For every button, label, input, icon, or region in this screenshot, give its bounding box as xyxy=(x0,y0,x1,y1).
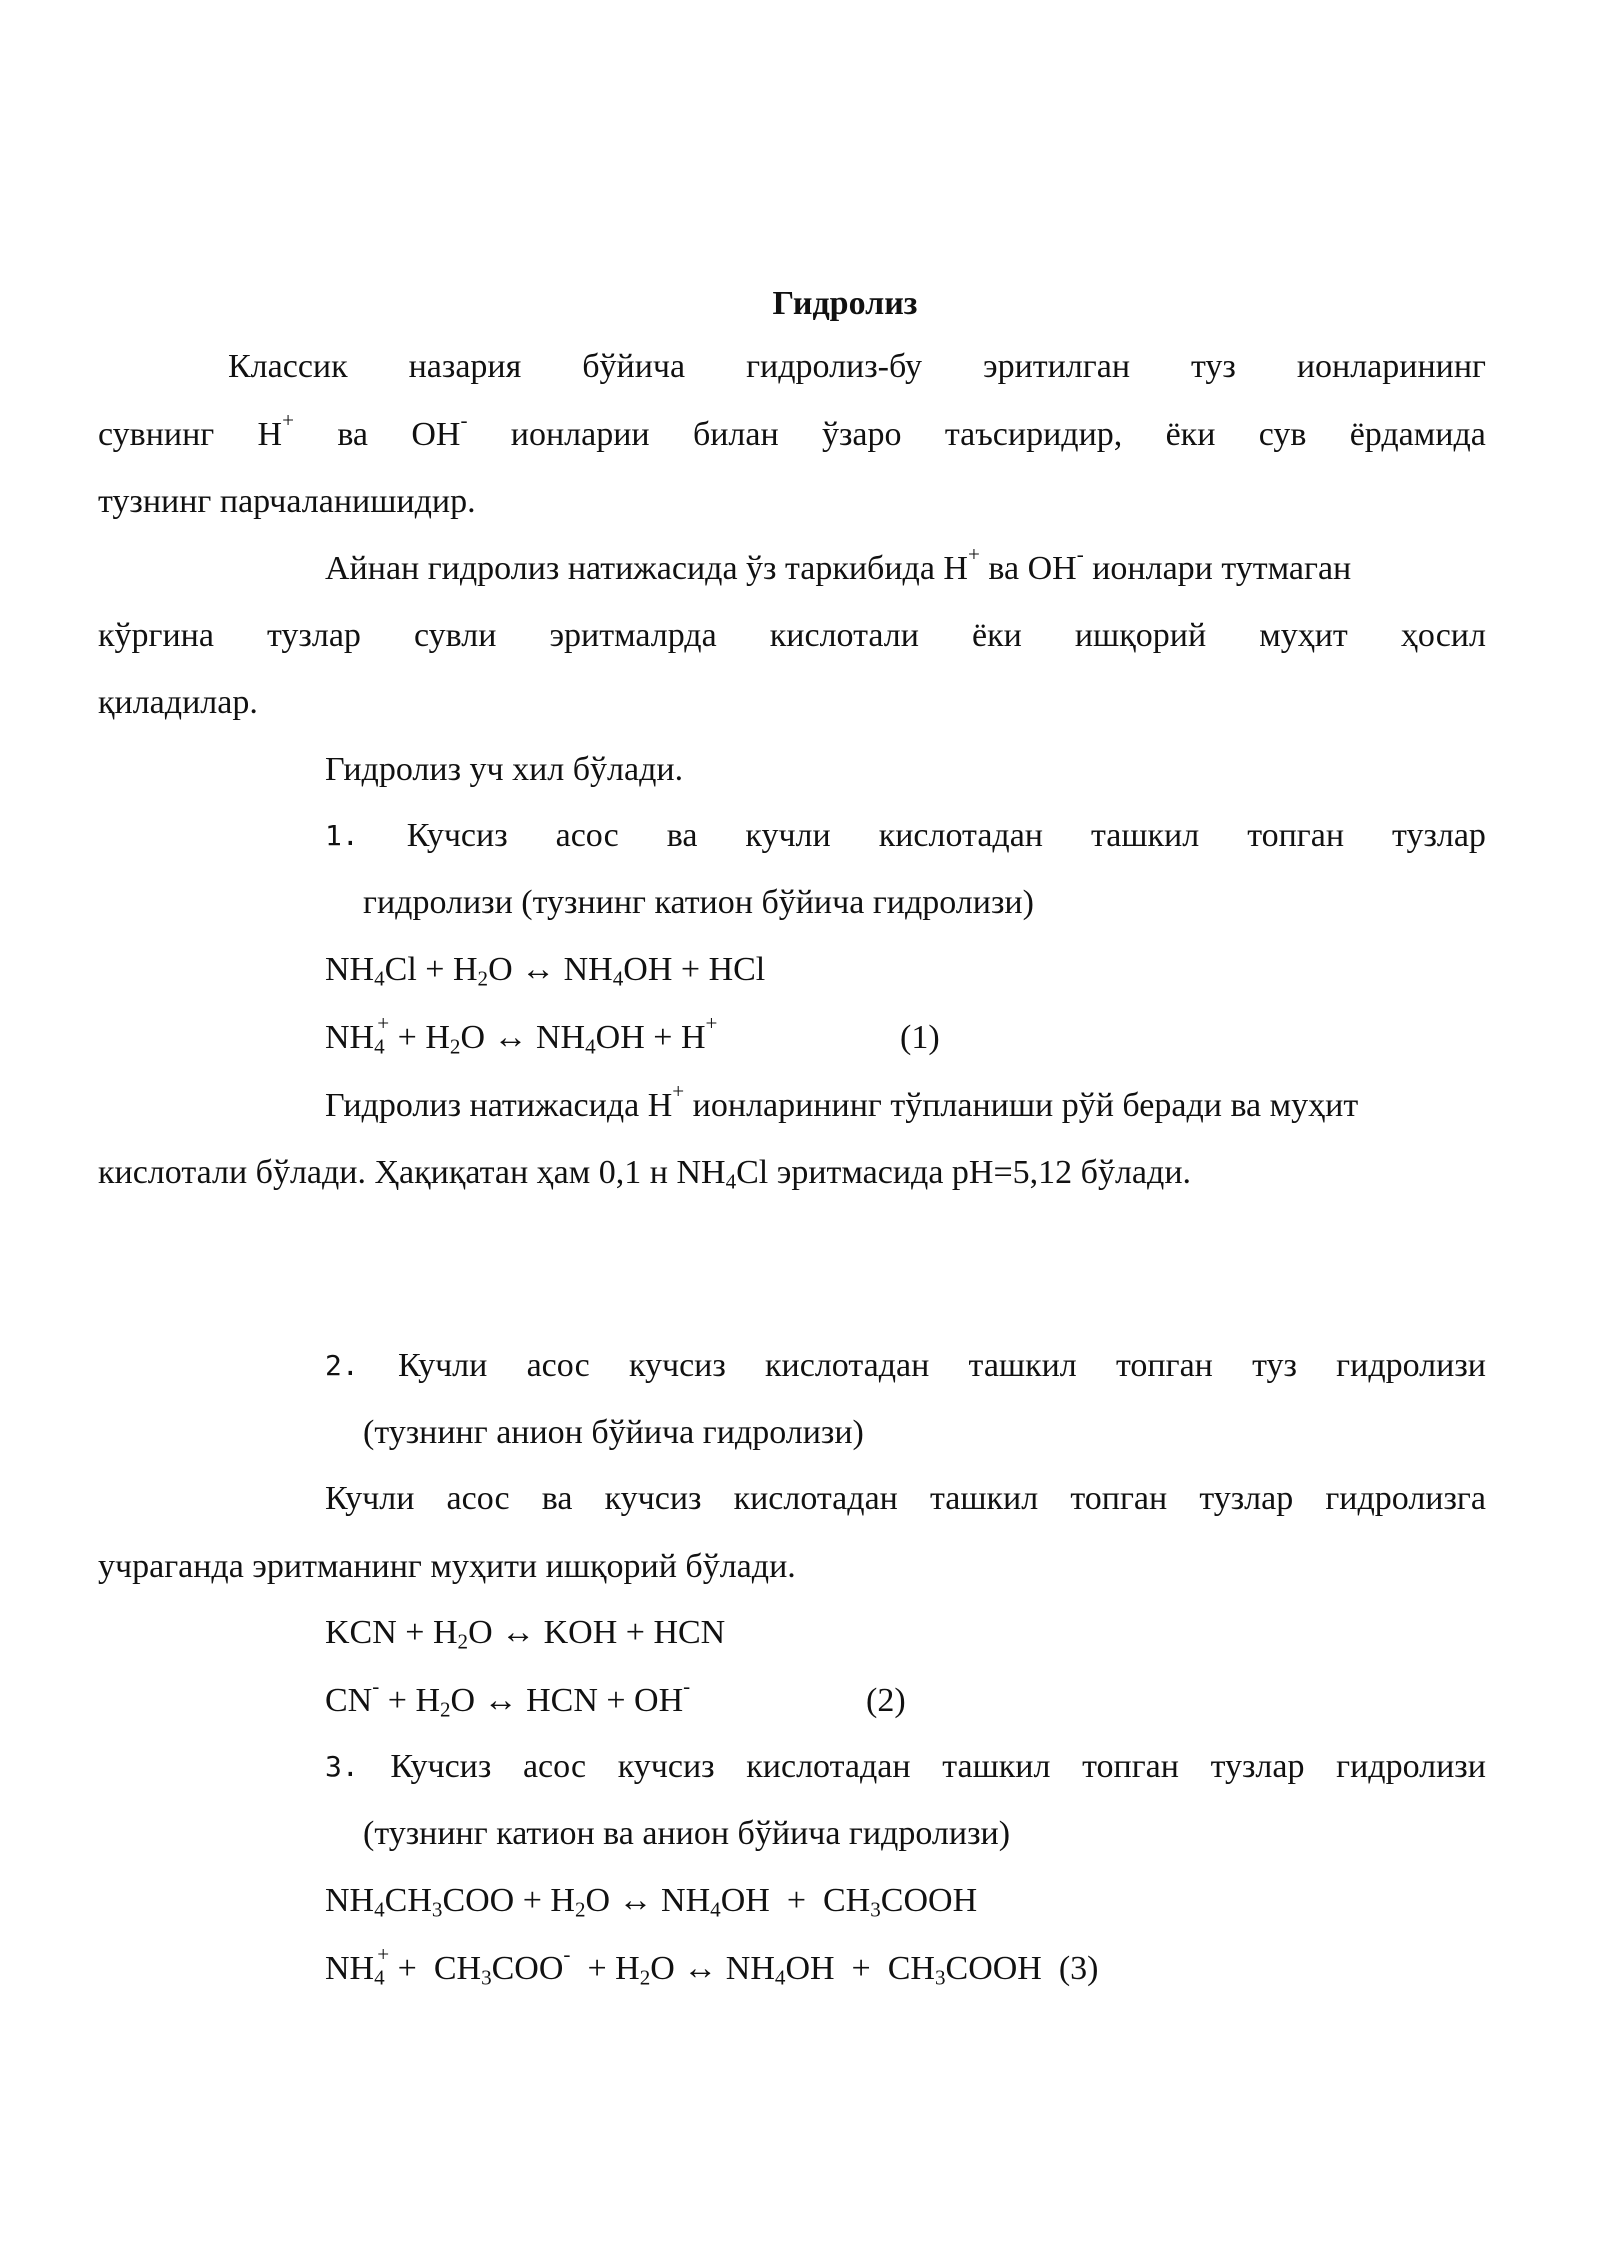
word: ёки xyxy=(971,617,1022,654)
word: асос xyxy=(555,817,619,854)
list-item-3-line-1 xyxy=(325,1747,1486,1787)
list-number: 3. xyxy=(325,1750,359,1783)
word: Классик xyxy=(228,348,348,385)
word: асос xyxy=(526,1347,590,1384)
list-number: 1. xyxy=(325,819,359,852)
word: бўйича xyxy=(582,348,686,385)
equation-2a: KCN + $H_2O$ ↔ KOH + HCN xyxy=(325,1614,726,1654)
word: кислотали xyxy=(769,617,919,654)
word: тузлар xyxy=(1199,1480,1294,1517)
word: кучли xyxy=(745,817,831,854)
word: тузлар xyxy=(267,617,361,654)
word: кислотадан xyxy=(765,1347,930,1384)
word: ташкил xyxy=(968,1347,1077,1384)
equation-number-2: (2) xyxy=(866,1682,906,1719)
word: Кучли xyxy=(397,1347,488,1384)
paragraph-4-line-1: Гидролиз натижасида H+ ионларининг тўпланиши рўй беради ва муҳит xyxy=(325,1079,1359,1124)
ion-oh: OH- xyxy=(411,408,468,453)
word: сув xyxy=(1258,416,1307,453)
word: Кучли xyxy=(325,1480,415,1517)
word: эритмалрда xyxy=(549,617,717,654)
word: ташкил xyxy=(942,1748,1051,1785)
word: ишқорий xyxy=(1074,617,1207,654)
word: ўзаро xyxy=(822,416,902,453)
word: эритилган xyxy=(982,348,1131,385)
paragraph-2-line-3: қиладилар. xyxy=(98,684,258,721)
paragraph-3: Гидролиз уч хил бўлади. xyxy=(325,751,684,788)
word: кучсиз xyxy=(628,1347,726,1384)
word: назария xyxy=(408,348,522,385)
paragraph-1-line-3: тузнинг парчаланишидир. xyxy=(98,483,476,520)
equation-number-1: (1) xyxy=(900,1019,940,1056)
word: ёки xyxy=(1165,416,1216,453)
word: муҳит xyxy=(1259,617,1348,654)
equation-3a: $NH_4CH_3COO + H_2O$ ↔ $NH_4OH$ + $CH_3COOH$ xyxy=(325,1882,978,1922)
word: топган xyxy=(1070,1480,1168,1517)
word: билан xyxy=(692,416,779,453)
word: ионларии xyxy=(510,416,650,453)
word: асос xyxy=(522,1748,587,1785)
paragraph-4-line-2: кислотали бўлади. Ҳақиқатан ҳам 0,1 н $NH_4Cl$ эритмасида pH=5,12 бўлади. xyxy=(98,1154,1192,1194)
word: ёрдамида xyxy=(1349,416,1486,453)
word: асос xyxy=(446,1480,510,1517)
word: гидролизга xyxy=(1325,1480,1486,1517)
word: топган xyxy=(1116,1347,1213,1384)
word: таъсиридир, xyxy=(944,416,1123,453)
list-item-2-line-1 xyxy=(325,1346,1486,1386)
word: сувнинг xyxy=(98,416,215,453)
word: кўргина xyxy=(98,617,214,654)
word: кислотадан xyxy=(746,1748,911,1785)
word: туз xyxy=(1191,348,1236,385)
word: Кучсиз xyxy=(390,1748,492,1785)
word: гидролизи xyxy=(1336,1748,1486,1785)
list-item-3-line-2: (тузнинг катион ва анион бўйича гидролизи) xyxy=(363,1815,1011,1852)
ion-h: H+ xyxy=(257,408,294,453)
word: ташкил xyxy=(929,1480,1039,1517)
word: Кучсиз xyxy=(406,817,508,854)
word: тузлар xyxy=(1392,817,1486,854)
word: туз xyxy=(1252,1347,1297,1384)
list-item-2-line-2: (тузнинг анион бўйича гидролизи) xyxy=(363,1414,864,1451)
word: ва xyxy=(337,416,369,453)
paragraph-5-line-2: учраганда эритманинг муҳити ишқорий бўлади. xyxy=(98,1548,796,1585)
word: кислотадан xyxy=(733,1480,898,1517)
word: ташкил xyxy=(1090,817,1200,854)
list-number: 2. xyxy=(325,1349,359,1382)
word: ва xyxy=(666,817,698,854)
page-title: Гидролиз xyxy=(772,285,918,322)
word: кучсиз xyxy=(604,1480,702,1517)
paragraph-5-line-1 xyxy=(325,1479,1486,1519)
paragraph-2-line-2 xyxy=(98,616,1486,656)
word: тузлар xyxy=(1210,1748,1305,1785)
word: топган xyxy=(1082,1748,1179,1785)
equation-3b: $NH_4^+ + CH_3COO^- + H_2O$ ↔ $NH_4OH$ + $CH_3COOH$ (3) xyxy=(325,1942,1099,1990)
word: кучсиз xyxy=(617,1748,715,1785)
list-item-1-line-2: гидролизи (тузнинг катион бўйича гидролизи) xyxy=(363,884,1034,921)
word: ҳосил xyxy=(1400,617,1486,654)
list-item-1-line-1 xyxy=(325,816,1486,856)
word: топган xyxy=(1247,817,1345,854)
word: гидролиз-бу xyxy=(746,348,923,385)
paragraph-1-line-1 xyxy=(228,347,1486,387)
word: сувли xyxy=(413,617,497,654)
word: ионларининг xyxy=(1296,348,1486,385)
equation-1a: $NH_4Cl + H_2O$ ↔ $NH_4OH$ + HCl xyxy=(325,951,766,991)
word: гидролизи xyxy=(1336,1347,1486,1384)
equation-1b: $NH_4^+ + H_2O$ ↔ $NH_4OH + H^+$ xyxy=(325,1011,718,1059)
paragraph-1-line-2 xyxy=(98,408,1486,455)
word: ва xyxy=(541,1480,573,1517)
equation-2b: $CN^- + H_2O$ ↔ HCN + OH- xyxy=(325,1674,691,1722)
paragraph-2-line-1: Айнан гидролиз натижасида ўз таркибида H+ ва OH- ионлари тутмаган xyxy=(325,542,1352,587)
word: кислотадан xyxy=(878,817,1043,854)
